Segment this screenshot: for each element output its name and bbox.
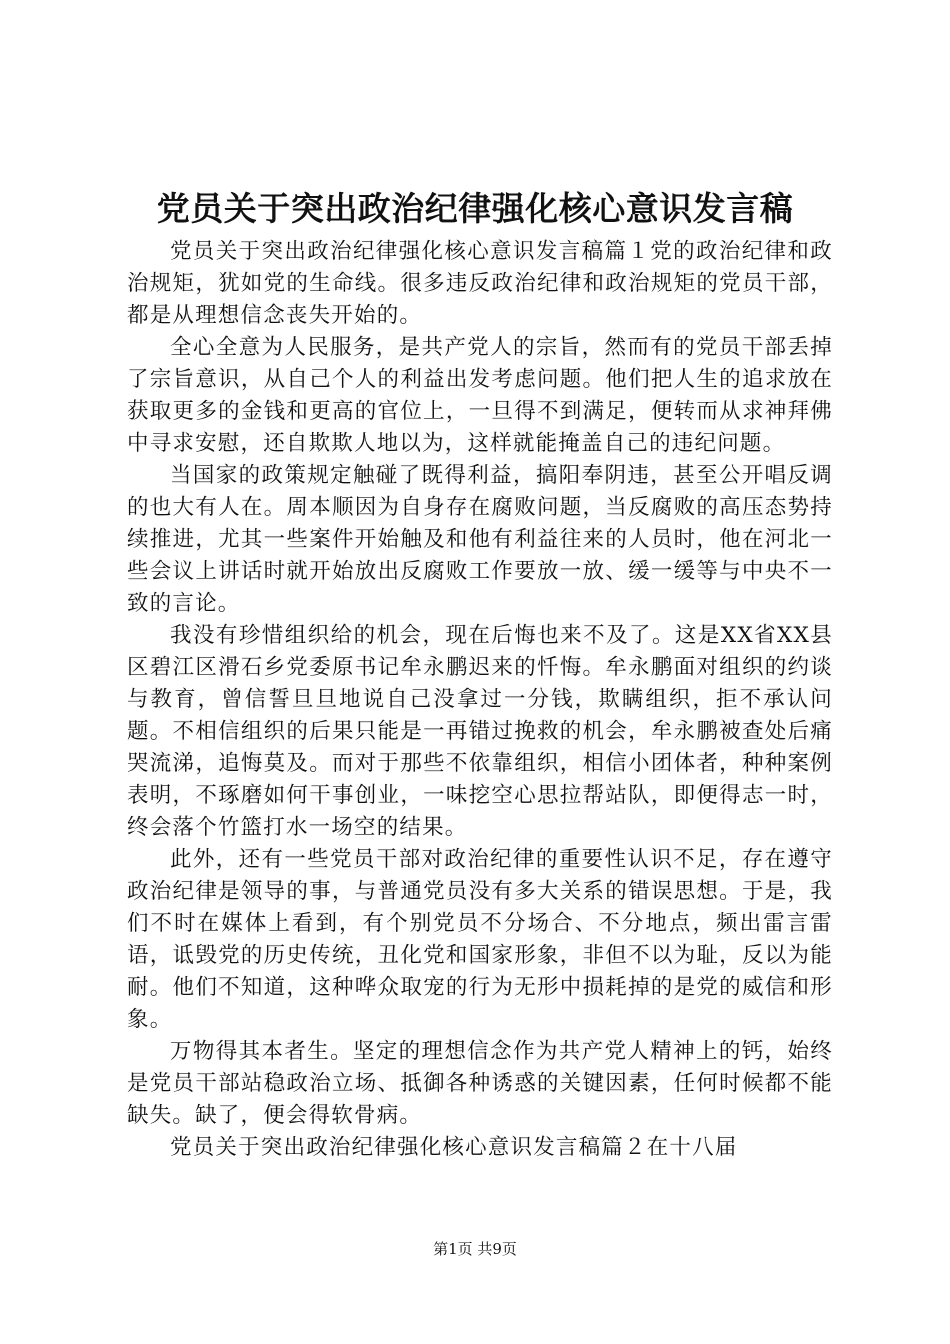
page-number-footer: 第1页 共9页 [433,1240,517,1258]
paragraph-2: 全心全意为人民服务，是共产党人的宗旨，然而有的党员干部丢掉了宗旨意识，从自己个人的利益出发考虑问题。他们把人生的追求放在获取更多的金钱和更高的官位上，一旦得不到满足，便转而从求神拜佛中寻求安慰，还自欺欺人地以为，这样就能掩盖自己的违纪问题。 [127,335,833,456]
document-body [127,236,833,1164]
paragraph-1: 党员关于突出政治纪律强化核心意识发言稿篇１党的政治纪律和政治规矩，犹如党的生命线。很多违反政治纪律和政治规矩的党员干部，都是从理想信念丧失开始的。 [127,239,833,328]
paragraph-6: 万物得其本者生。坚定的理想信念作为共产党人精神上的钙，始终是党员干部站稳政治立场、抵御各种诱惑的关键因素，任何时候都不能缺失。缺了，便会得软骨病。 [127,1039,833,1128]
paragraph-7: 党员关于突出政治纪律强化核心意识发言稿篇２在十八届 [170,1135,738,1160]
document-title: 党员关于突出政治纪律强化核心意识发言稿 [156,189,794,228]
paragraph-4: 我没有珍惜组织给的机会，现在后悔也来不及了。这是XX省XX县区碧江区滑石乡党委原书记牟永鹏迟来的忏悔。牟永鹏面对组织的约谈与教育，曾信誓旦旦地说自己没拿过一分钱，欺瞒组织，拒不承认问题。不相信组织的后果只能是一再错过挽救的机会，牟永鹏被查处后痛哭流涕，追悔莫及。而对于那些不依靠组织，相信小团体者，种种案例表明，不琢磨如何干事创业，一味挖空心思拉帮站队，即便得志一时，终会落个竹篮打水一场空的结果。 [127,623,833,840]
paragraph-5: 此外，还有一些党员干部对政治纪律的重要性认识不足，存在遵守政治纪律是领导的事，与普通党员没有多大关系的错误思想。于是，我们不时在媒体上看到，有个别党员不分场合、不分地点，频出雷言雷语，诋毁党的历史传统，丑化党和国家形象，非但不以为耻，反以为能耐。他们不知道，这种哗众取宠的行为无形中损耗掉的是党的威信和形象。 [127,847,833,1032]
paragraph-3: 当国家的政策规定触碰了既得利益，搞阳奉阴违，甚至公开唱反调的也大有人在。周本顺因为自身存在腐败问题，当反腐败的高压态势持续推进，尤其一些案件开始触及和他有利益往来的人员时，他在河北一些会议上讲话时就开始放出反腐败工作要放一放、缓一缓等与中央不一致的言论。 [127,463,833,616]
